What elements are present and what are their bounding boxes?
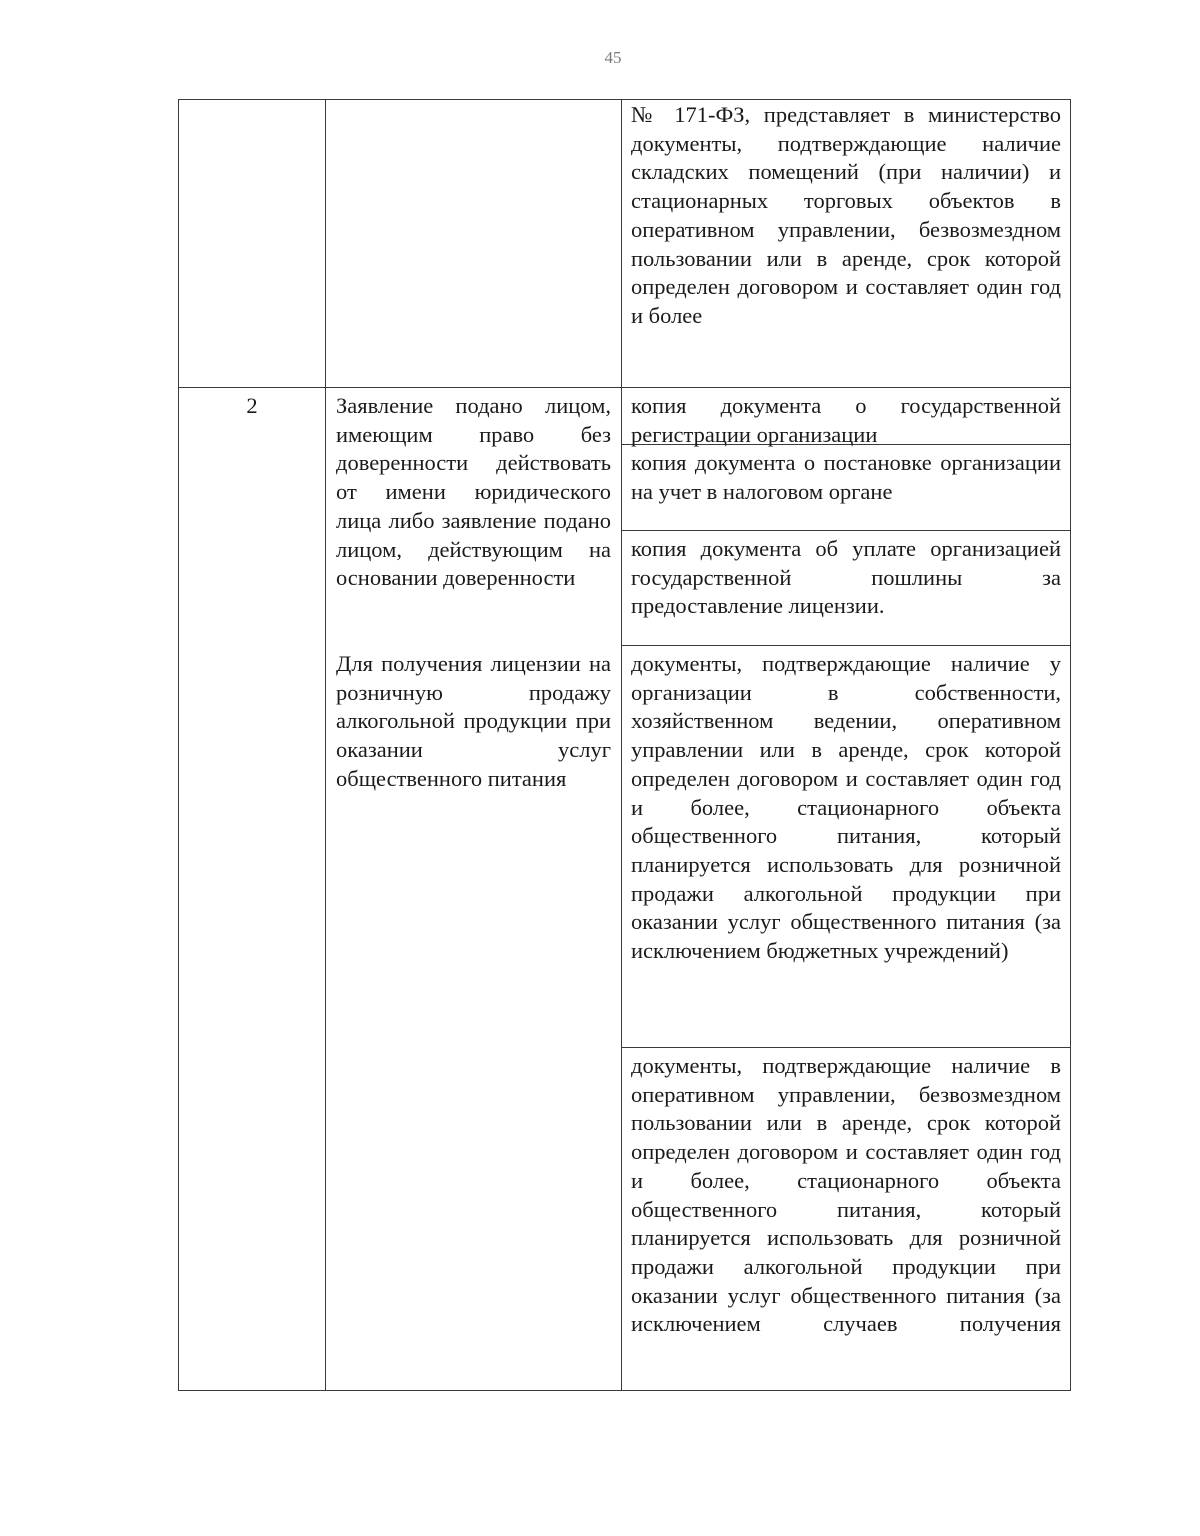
doc-item: копия документа об уплате организацией государственной пошлины за предоставление лицензии. xyxy=(631,536,1061,619)
applicant-condition-text: Заявление подано лицом, имеющим право без доверенности действовать от имени юридического лица либо заявление подано лицом, действующим на основании доверенности xyxy=(336,393,611,591)
row-number: 2 xyxy=(246,393,258,418)
doc-item: копия документа о государственной регистрации организации xyxy=(631,393,1061,447)
row1-document-text: № 171-ФЗ, представляет в министерство документы, подтверждающие наличие складских помещений (при наличии) и стационарных торговых объектов в оперативном управлении, безвозмездном пользовании или в аренде, срок которой определен договором и составляет один год и более xyxy=(631,102,1061,328)
doc-item: копия документа о постановке организации на учет в налоговом органе xyxy=(631,450,1061,504)
doc-divider xyxy=(621,530,1070,531)
doc-item: документы, подтверждающие наличие у организации в собственности, хозяйственном ведении, оперативном управлении или в аренде, срок которой определен договором и составляет один год и более, стационарного объекта общественного питания, который планируется использовать для розничной продажи алкогольной продукции при оказании услуг общественного питания (за исключением бюджетных учреждений) xyxy=(631,651,1061,964)
page-number: 45 xyxy=(604,48,622,67)
doc-divider xyxy=(621,1047,1070,1048)
column-divider xyxy=(621,100,622,1390)
doc-item: документы, подтверждающие наличие в оперативном управлении, безвозмездном пользовании или в аренде, срок которой определен договором и составляет один год и более, стационарного объекта общественного питания, который планируется использовать для розничной продажи алкогольной продукции при оказании услуг общественного питания (за исключением случаев получения xyxy=(631,1053,1061,1337)
doc-divider xyxy=(621,645,1070,646)
column-divider xyxy=(325,100,326,1390)
requirements-table xyxy=(178,99,1071,1391)
license-purpose-text: Для получения лицензии на розничную продажу алкогольной продукции при оказании услуг общественного питания xyxy=(336,651,611,791)
row-divider xyxy=(179,387,1070,388)
